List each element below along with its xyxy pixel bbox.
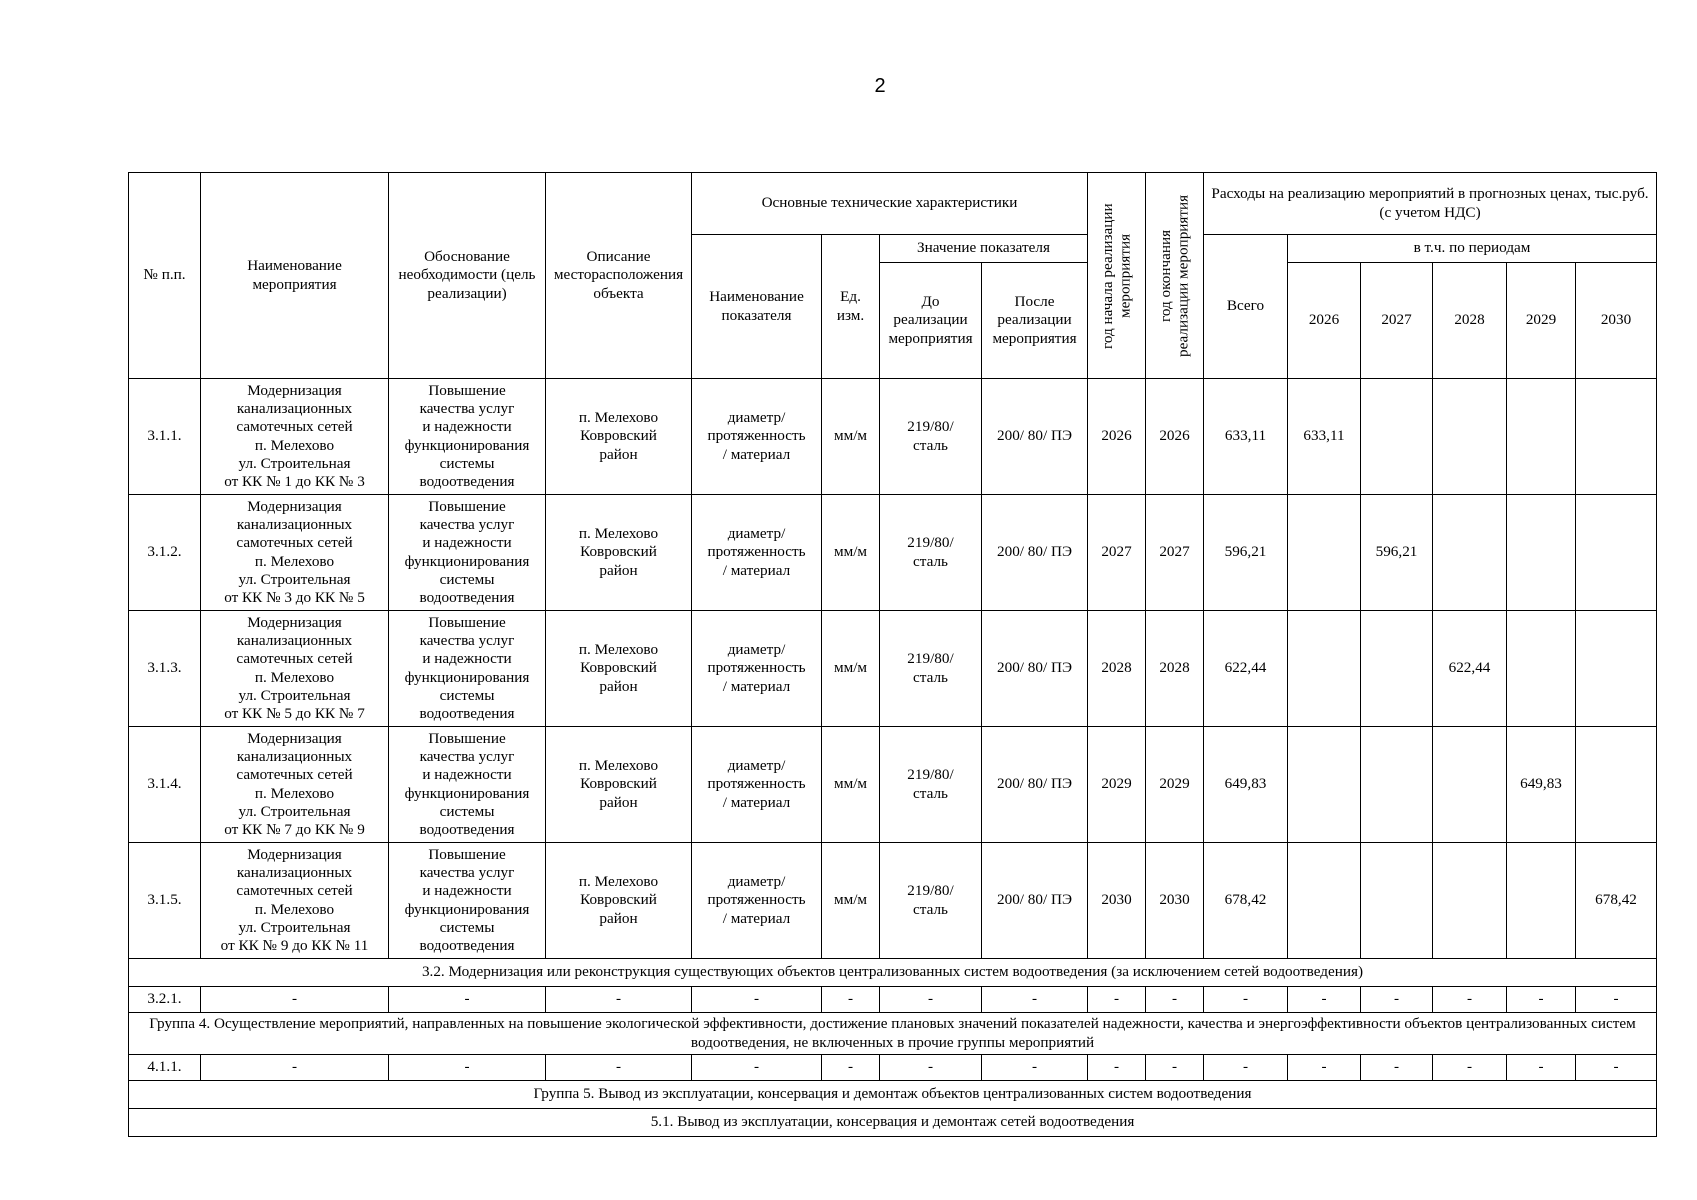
justification-line: функционирования xyxy=(404,900,530,918)
cost-period-2026 xyxy=(1288,495,1361,611)
justification-line: системы xyxy=(439,918,495,936)
measure-name-line: ул. Строительная xyxy=(238,570,351,588)
justification-line: системы xyxy=(439,570,495,588)
cost-period-2026: 633,11 xyxy=(1288,379,1361,495)
measure-name-line: ул. Строительная xyxy=(238,454,351,472)
location-line: п. Мелехово xyxy=(578,525,659,543)
table-row xyxy=(129,727,1657,843)
measure-name-line: п. Мелехово xyxy=(254,436,335,454)
justification-line: системы xyxy=(439,802,495,820)
year-start: 2027 xyxy=(1088,495,1146,611)
year-end: 2028 xyxy=(1146,611,1204,727)
header-justification: Обоснование необходимости (цель реализации) xyxy=(389,173,546,379)
cost-period-2029 xyxy=(1507,843,1576,959)
measure-name-line: самотечных сетей xyxy=(236,534,353,552)
cost-period-2029 xyxy=(1507,611,1576,727)
measure-name-line: Модернизация xyxy=(247,381,342,399)
justification xyxy=(389,495,546,611)
location-line: район xyxy=(599,561,638,579)
indicator-name xyxy=(692,843,822,959)
dash-cell: - xyxy=(1204,1055,1288,1081)
group-4-heading: Группа 4. Осуществление мероприятий, направленных на повышение экологической эффективности, достижение плановых значений показателей надежности, качества и энергоэффективности объектов централизованных систем водоотведения, не включенных в прочие группы мероприятий xyxy=(129,1013,1657,1055)
dash-cell: - xyxy=(692,987,822,1013)
dash-cell: - xyxy=(201,987,389,1013)
location-line: п. Мелехово xyxy=(578,873,659,891)
header-total: Всего xyxy=(1204,235,1288,379)
table-row xyxy=(129,611,1657,727)
cost-period-2030 xyxy=(1576,727,1657,843)
cost-period-2030: 678,42 xyxy=(1576,843,1657,959)
table-row-3-2-1 xyxy=(129,987,1657,1013)
location-line: район xyxy=(599,793,638,811)
year-end: 2026 xyxy=(1146,379,1204,495)
measure-name xyxy=(201,495,389,611)
measure-name-line: ул. Строительная xyxy=(238,918,351,936)
row-num: 3.1.5. xyxy=(129,843,201,959)
header-location: Описание месторасположения объекта xyxy=(546,173,692,379)
location-line: район xyxy=(599,909,638,927)
cost-period-2029 xyxy=(1507,379,1576,495)
unit: мм/м xyxy=(822,611,880,727)
indicator-name-line: протяженность xyxy=(707,891,806,909)
dash-cell: - xyxy=(1361,987,1433,1013)
table-body xyxy=(129,379,1657,959)
value-before xyxy=(880,843,982,959)
justification-line: водоотведения xyxy=(419,820,515,838)
dash-cell: - xyxy=(822,1055,880,1081)
row-num: 4.1.1. xyxy=(129,1055,201,1081)
year-end: 2027 xyxy=(1146,495,1204,611)
measure-name-line: Модернизация xyxy=(247,613,342,631)
dash-cell: - xyxy=(389,987,546,1013)
indicator-name-line: протяженность xyxy=(707,775,806,793)
year-start: 2030 xyxy=(1088,843,1146,959)
measure-name-line: Модернизация xyxy=(247,497,342,515)
cost-period-2027 xyxy=(1361,727,1433,843)
measure-name-line: канализационных xyxy=(236,864,353,882)
location-line: Ковровский xyxy=(580,427,657,445)
dash-cell: - xyxy=(1507,1055,1576,1081)
measure-name xyxy=(201,843,389,959)
justification-line: и надежности xyxy=(422,534,512,552)
value-after: 200/ 80/ ПЭ xyxy=(982,611,1088,727)
measure-name-line: канализационных xyxy=(236,748,353,766)
justification-line: водоотведения xyxy=(419,936,515,954)
indicator-name-line: протяженность xyxy=(707,659,806,677)
dash-cell: - xyxy=(1576,987,1657,1013)
header-costs-group: Расходы на реализацию мероприятий в прогнозных ценах, тыс.руб. (с учетом НДС) xyxy=(1204,173,1657,235)
year-end: 2029 xyxy=(1146,727,1204,843)
cost-period-2028: 622,44 xyxy=(1433,611,1507,727)
measure-name-line: самотечных сетей xyxy=(236,418,353,436)
cost-total: 596,21 xyxy=(1204,495,1288,611)
justification-line: Повышение xyxy=(428,497,506,515)
indicator-name-line: / материал xyxy=(722,677,791,695)
value-before-line: сталь xyxy=(913,784,948,802)
cost-period-2030 xyxy=(1576,611,1657,727)
header-unit: Ед. изм. xyxy=(822,235,880,379)
dash-cell: - xyxy=(1433,1055,1507,1081)
dash-cell: - xyxy=(1576,1055,1657,1081)
justification-line: и надежности xyxy=(422,650,512,668)
indicator-name-line: / материал xyxy=(722,909,791,927)
value-before-line: 219/80/ xyxy=(907,534,954,552)
value-before-line: 219/80/ xyxy=(907,418,954,436)
dash-cell: - xyxy=(546,1055,692,1081)
cost-period-2026 xyxy=(1288,611,1361,727)
page-number: 2 xyxy=(874,75,886,97)
dash-cell: - xyxy=(1146,987,1204,1013)
section-3-2-heading: 3.2. Модернизация или реконструкция существующих объектов централизованных систем водоотведения (за исключением сетей водоотведения) xyxy=(129,959,1657,987)
dash-cell: - xyxy=(1507,987,1576,1013)
header-year-2027: 2027 xyxy=(1361,263,1433,379)
cost-total: 622,44 xyxy=(1204,611,1288,727)
measure-name xyxy=(201,611,389,727)
dash-cell: - xyxy=(201,1055,389,1081)
cost-period-2029 xyxy=(1507,495,1576,611)
header-num: № п.п. xyxy=(129,173,201,379)
unit: мм/м xyxy=(822,727,880,843)
location-line: район xyxy=(599,445,638,463)
cost-period-2028 xyxy=(1433,727,1507,843)
value-before xyxy=(880,495,982,611)
location-line: Ковровский xyxy=(580,775,657,793)
header-after: После реализации мероприятия xyxy=(982,263,1088,379)
justification-line: и надежности xyxy=(422,418,512,436)
dash-cell: - xyxy=(822,987,880,1013)
row-num: 3.1.2. xyxy=(129,495,201,611)
justification xyxy=(389,727,546,843)
indicator-name-line: диаметр/ xyxy=(727,757,786,775)
cost-period-2028 xyxy=(1433,495,1507,611)
value-before-line: сталь xyxy=(913,436,948,454)
value-before xyxy=(880,611,982,727)
value-after: 200/ 80/ ПЭ xyxy=(982,379,1088,495)
table-row xyxy=(129,379,1657,495)
value-before xyxy=(880,379,982,495)
year-start: 2029 xyxy=(1088,727,1146,843)
justification-line: качества услуг xyxy=(419,516,515,534)
measure-name-line: от КК № 1 до КК № 3 xyxy=(224,472,365,490)
dash-cell: - xyxy=(982,987,1088,1013)
value-after: 200/ 80/ ПЭ xyxy=(982,495,1088,611)
justification-line: качества услуг xyxy=(419,632,515,650)
value-after: 200/ 80/ ПЭ xyxy=(982,727,1088,843)
cost-period-2028 xyxy=(1433,843,1507,959)
location xyxy=(546,495,692,611)
cost-period-2027 xyxy=(1361,611,1433,727)
header-by-periods: в т.ч. по периодам xyxy=(1288,235,1657,263)
dash-cell: - xyxy=(1088,1055,1146,1081)
measure-name xyxy=(201,727,389,843)
year-end: 2030 xyxy=(1146,843,1204,959)
cost-period-2030 xyxy=(1576,379,1657,495)
measure-name-line: Модернизация xyxy=(247,729,342,747)
justification-line: функционирования xyxy=(404,784,530,802)
header-year-2029: 2029 xyxy=(1507,263,1576,379)
cost-period-2026 xyxy=(1288,843,1361,959)
indicator-name-line: диаметр/ xyxy=(727,525,786,543)
row-num: 3.1.4. xyxy=(129,727,201,843)
dash-cell: - xyxy=(880,1055,982,1081)
cost-period-2027 xyxy=(1361,379,1433,495)
indicator-name xyxy=(692,727,822,843)
measure-name-line: канализационных xyxy=(236,632,353,650)
location-line: Ковровский xyxy=(580,659,657,677)
measure-name-line: канализационных xyxy=(236,400,353,418)
cost-total: 649,83 xyxy=(1204,727,1288,843)
value-before xyxy=(880,727,982,843)
dash-cell: - xyxy=(880,987,982,1013)
dash-cell: - xyxy=(1288,987,1361,1013)
dash-cell: - xyxy=(389,1055,546,1081)
measure-name-line: самотечных сетей xyxy=(236,766,353,784)
location-line: п. Мелехово xyxy=(578,757,659,775)
indicator-name xyxy=(692,379,822,495)
cost-period-2026 xyxy=(1288,727,1361,843)
indicator-name-line: диаметр/ xyxy=(727,641,786,659)
measure-name-line: от КК № 5 до КК № 7 xyxy=(224,704,365,722)
justification xyxy=(389,611,546,727)
location-line: Ковровский xyxy=(580,891,657,909)
measure-name-line: самотечных сетей xyxy=(236,650,353,668)
row-num: 3.1.3. xyxy=(129,611,201,727)
cost-period-2027: 596,21 xyxy=(1361,495,1433,611)
unit: мм/м xyxy=(822,379,880,495)
dash-cell: - xyxy=(1088,987,1146,1013)
measure-name-line: канализационных xyxy=(236,516,353,534)
cost-period-2030 xyxy=(1576,495,1657,611)
measure-name-line: п. Мелехово xyxy=(254,784,335,802)
justification-line: водоотведения xyxy=(419,588,515,606)
justification-line: Повышение xyxy=(428,613,506,631)
value-before-line: сталь xyxy=(913,552,948,570)
justification-line: качества услуг xyxy=(419,400,515,418)
measure-name-line: Модернизация xyxy=(247,845,342,863)
justification-line: системы xyxy=(439,686,495,704)
indicator-name-line: диаметр/ xyxy=(727,873,786,891)
dash-cell: - xyxy=(1288,1055,1361,1081)
value-before-line: 219/80/ xyxy=(907,882,954,900)
header-year-2030: 2030 xyxy=(1576,263,1657,379)
measure-name-line: от КК № 9 до КК № 11 xyxy=(220,936,369,954)
value-before-line: 219/80/ xyxy=(907,650,954,668)
year-start: 2028 xyxy=(1088,611,1146,727)
indicator-name-line: / материал xyxy=(722,445,791,463)
header-indicator-name: Наименование показателя xyxy=(692,235,822,379)
justification xyxy=(389,379,546,495)
justification-line: функционирования xyxy=(404,436,530,454)
row-num: 3.1.1. xyxy=(129,379,201,495)
row-num: 3.2.1. xyxy=(129,987,201,1013)
header-year-start: год начала реализации мероприятия xyxy=(1088,173,1146,379)
dash-cell: - xyxy=(692,1055,822,1081)
header-year-2028: 2028 xyxy=(1433,263,1507,379)
measure-name-line: от КК № 7 до КК № 9 xyxy=(224,820,365,838)
investment-program-table xyxy=(128,172,1657,1137)
year-start: 2026 xyxy=(1088,379,1146,495)
header-before: До реализации мероприятия xyxy=(880,263,982,379)
justification-line: Повышение xyxy=(428,381,506,399)
indicator-name-line: диаметр/ xyxy=(727,409,786,427)
indicator-name-line: протяженность xyxy=(707,427,806,445)
measure-name-line: ул. Строительная xyxy=(238,686,351,704)
justification-line: функционирования xyxy=(404,552,530,570)
justification-line: и надежности xyxy=(422,766,512,784)
cost-period-2029: 649,83 xyxy=(1507,727,1576,843)
dash-cell: - xyxy=(982,1055,1088,1081)
table-row-4-1-1 xyxy=(129,1055,1657,1081)
measure-name-line: п. Мелехово xyxy=(254,900,335,918)
dash-cell: - xyxy=(1361,1055,1433,1081)
location xyxy=(546,843,692,959)
justification xyxy=(389,843,546,959)
indicator-name xyxy=(692,495,822,611)
location xyxy=(546,611,692,727)
header-tech-group: Основные технические характеристики xyxy=(692,173,1088,235)
indicator-name xyxy=(692,611,822,727)
table-row xyxy=(129,843,1657,959)
header-year-end: год окончания реализации мероприятия xyxy=(1146,173,1204,379)
table-row xyxy=(129,495,1657,611)
section-5-1-heading: 5.1. Вывод из эксплуатации, консервация и демонтаж сетей водоотведения xyxy=(129,1109,1657,1137)
location xyxy=(546,727,692,843)
measure-name-line: от КК № 3 до КК № 5 xyxy=(224,588,365,606)
location-line: Ковровский xyxy=(580,543,657,561)
justification-line: системы xyxy=(439,454,495,472)
justification-line: и надежности xyxy=(422,882,512,900)
value-before-line: сталь xyxy=(913,900,948,918)
justification-line: качества услуг xyxy=(419,864,515,882)
location-line: район xyxy=(599,677,638,695)
dash-cell: - xyxy=(1146,1055,1204,1081)
measure-name-line: п. Мелехово xyxy=(254,552,335,570)
cost-total: 678,42 xyxy=(1204,843,1288,959)
dash-cell: - xyxy=(546,987,692,1013)
dash-cell: - xyxy=(1204,987,1288,1013)
justification-line: Повышение xyxy=(428,729,506,747)
value-before-line: 219/80/ xyxy=(907,766,954,784)
location-line: п. Мелехово xyxy=(578,641,659,659)
indicator-name-line: / материал xyxy=(722,793,791,811)
measure-name xyxy=(201,379,389,495)
indicator-name-line: протяженность xyxy=(707,543,806,561)
group-5-heading: Группа 5. Вывод из эксплуатации, консервация и демонтаж объектов централизованных систем водоотведения xyxy=(129,1081,1657,1109)
header-year-2026: 2026 xyxy=(1288,263,1361,379)
measure-name-line: п. Мелехово xyxy=(254,668,335,686)
value-after: 200/ 80/ ПЭ xyxy=(982,843,1088,959)
measure-name-line: ул. Строительная xyxy=(238,802,351,820)
location-line: п. Мелехово xyxy=(578,409,659,427)
unit: мм/м xyxy=(822,495,880,611)
dash-cell: - xyxy=(1433,987,1507,1013)
justification-line: водоотведения xyxy=(419,704,515,722)
measure-name-line: самотечных сетей xyxy=(236,882,353,900)
indicator-name-line: / материал xyxy=(722,561,791,579)
header-name: Наименование мероприятия xyxy=(201,173,389,379)
unit: мм/м xyxy=(822,843,880,959)
justification-line: Повышение xyxy=(428,845,506,863)
cost-period-2027 xyxy=(1361,843,1433,959)
justification-line: водоотведения xyxy=(419,472,515,490)
cost-period-2028 xyxy=(1433,379,1507,495)
header-value-group: Значение показателя xyxy=(880,235,1088,263)
justification-line: качества услуг xyxy=(419,748,515,766)
justification-line: функционирования xyxy=(404,668,530,686)
value-before-line: сталь xyxy=(913,668,948,686)
cost-total: 633,11 xyxy=(1204,379,1288,495)
location xyxy=(546,379,692,495)
